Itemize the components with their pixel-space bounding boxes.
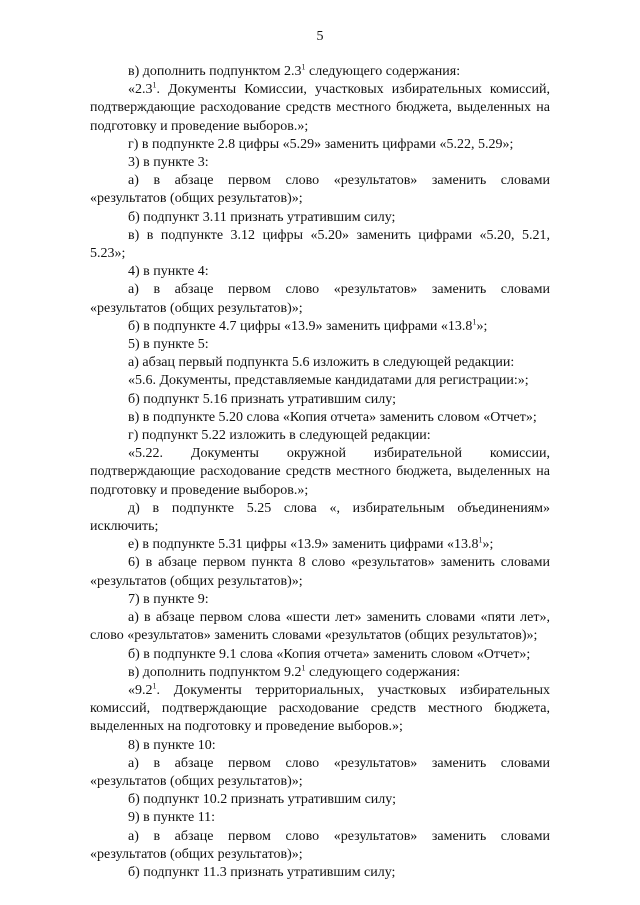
- paragraph: а) в абзаце первом слово «результатов» заменить словами «результатов (общих результатов)»;: [90, 755, 550, 789]
- paragraph: 6) в абзаце первом пункта 8 слово «результатов» заменить словами «результатов (общих результатов)»;: [90, 555, 550, 589]
- paragraph: 5) в пункте 5:: [128, 337, 209, 353]
- paragraph: 4) в пункте 4:: [128, 264, 209, 280]
- paragraph: 3) в пункте 3:: [128, 155, 209, 171]
- paragraph: б) в подпункте 4.7 цифры «13.9» заменить цифрами «13.8$^1$»;: [128, 317, 488, 334]
- paragraph: 7) в пункте 9:: [128, 591, 209, 607]
- paragraph: д) в подпункте 5.25 слова «, избирательным объединениям» исключить;: [90, 500, 550, 535]
- paragraph: г) в подпункте 2.8 цифры «5.29» заменить цифрами «5.22, 5.29»;: [128, 136, 514, 152]
- paragraph: а) в абзаце первом слово «результатов» заменить словами «результатов (общих результатов)»;: [90, 173, 550, 207]
- paragraph: «5.6. Документы, представляемые кандидатами для регистрации:»;: [128, 373, 529, 389]
- paragraph: б) в подпункте 9.1 слова «Копия отчета» заменить словом «Отчет»;: [128, 646, 531, 662]
- paragraph: в) в подпункте 5.20 слова «Копия отчета» заменить словом «Отчет»;: [128, 409, 537, 425]
- paragraph: б) подпункт 11.3 признать утратившим силу;: [128, 864, 396, 880]
- paragraph: 9) в пункте 11:: [128, 810, 216, 826]
- paragraph: «$2.3^1$. Документы Комиссии, участковых избирательных комиссий, подтверждающие расходование средств местного бюджета, выделенных на подготовку и проведение выборов.»;: [90, 80, 550, 134]
- paragraph: а) в абзаце первом слово «результатов» заменить словами «результатов (общих результатов)»;: [90, 828, 550, 862]
- paragraph: в) в подпункте 3.12 цифры «5.20» заменить цифрами «5.20, 5.21, 5.23»;: [90, 227, 550, 262]
- paragraph: а) в абзаце первом слово «результатов» заменить словами «результатов (общих результатов)»;: [90, 282, 550, 316]
- paragraph: «5.22. Документы окружной избирательной комиссии, подтверждающие расходование средств местного бюджета, выделенных на подготовку и проведение выборов.»;: [90, 446, 550, 498]
- page-number: 5: [316, 29, 324, 44]
- paragraph: е) в подпункте 5.31 цифры «13.9» заменить цифрами «13.8$^1$»;: [128, 535, 494, 553]
- paragraph: б) подпункт 5.16 признать утратившим силу;: [128, 391, 396, 407]
- paragraph: в) дополнить подпунктом $9.2^1$ следующего содержания:: [128, 663, 461, 680]
- paragraph: г) подпункт 5.22 изложить в следующей редакции:: [128, 428, 431, 444]
- paragraph: в) дополнить подпунктом $2.3^1$ следующего содержания:: [128, 62, 461, 79]
- document-body: [90, 63, 550, 882]
- paragraph: б) подпункт 10.2 признать утратившим силу;: [128, 792, 396, 808]
- paragraph: 8) в пункте 10:: [128, 737, 216, 753]
- paragraph: а) в абзаце первом слова «шести лет» заменить словами «пяти лет», слово «результатов» заменить словами «результатов (общих результатов)»;: [90, 610, 550, 644]
- paragraph: «$9.2^1$. Документы территориальных, участковых избирательных комиссий, подтверждающие расходование средств местного бюджета, выделенных на подготовку и проведение выборов.»;: [90, 681, 550, 735]
- paragraph: б) подпункт 3.11 признать утратившим силу;: [128, 209, 396, 225]
- paragraph: а) абзац первый подпункта 5.6 изложить в следующей редакции:: [128, 355, 515, 371]
